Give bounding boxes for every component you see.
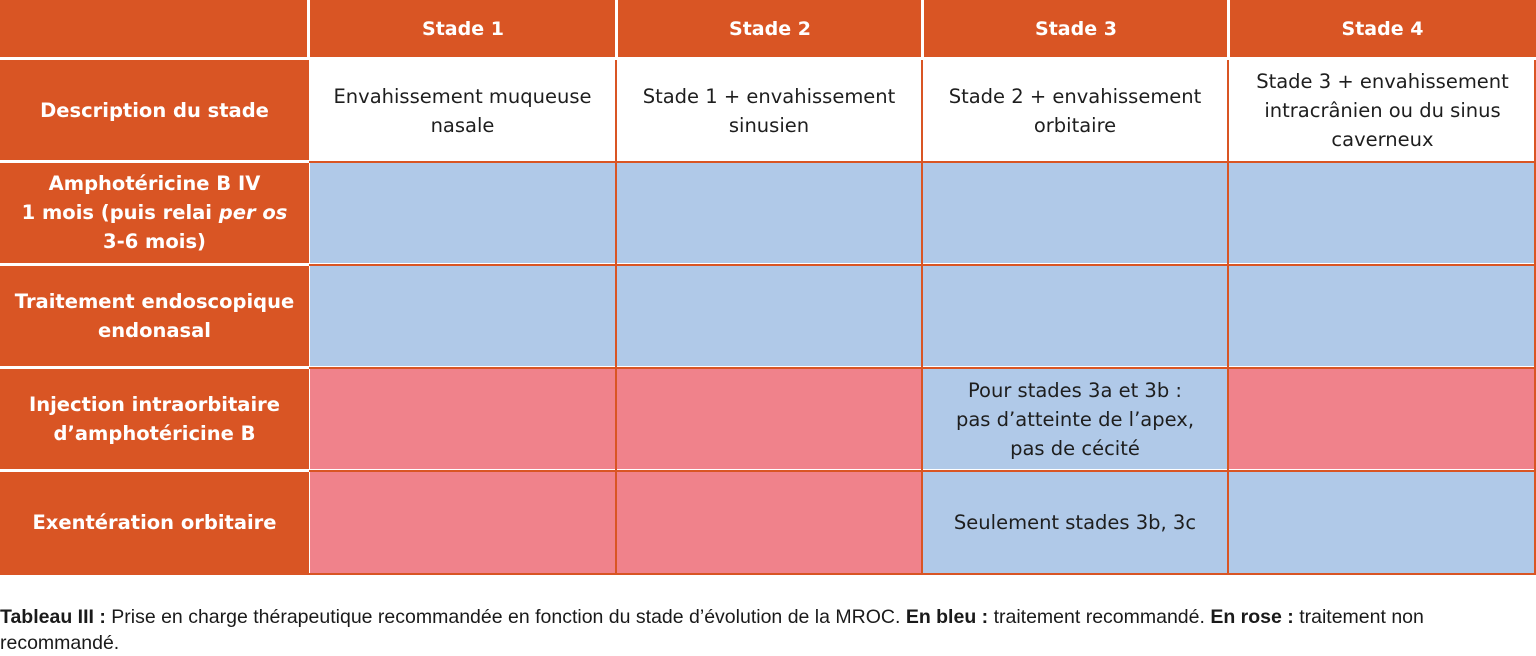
column-header-stade-2: Stade 2: [617, 0, 923, 59]
caption-text: Prise en charge thérapeutique recommandée en fonction du stade d’évolution de la MROC.: [105, 606, 906, 628]
row-header-injection-intraorbitaire: Injection intraorbitaire d’amphotéricine B: [0, 367, 309, 470]
cell-amphotericine-stade-2: [617, 163, 921, 263]
cell-amphotericine-stade-1: [310, 163, 615, 263]
header-separator-4: [1227, 0, 1230, 59]
grid-line-v1: [615, 59, 617, 575]
rowheader-separator-1: [0, 160, 309, 163]
rowheader-separator-2: [0, 263, 309, 266]
column-header-stade-1: Stade 1: [309, 0, 617, 59]
header-separator-2: [615, 0, 618, 59]
cell-endoscopique-stade-1: [310, 266, 615, 366]
row-header-amphotericine-iv: Amphotéricine B IV 1 mois (puis relai per os 3-6 mois): [0, 161, 309, 264]
cell-amphotericine-stade-4: [1229, 163, 1536, 263]
column-header-stade-3: Stade 3: [923, 0, 1229, 59]
cell-description-stade-1: Envahissement muqueuse nasale: [310, 60, 615, 161]
header-separator-1: [307, 0, 310, 59]
row-header-exenteration: Exentération orbitaire: [0, 470, 309, 575]
caption-blue-label: En bleu :: [905, 606, 989, 628]
caption-blue-text: traitement recommandé.: [988, 606, 1211, 628]
cell-injection-stade-1: [310, 369, 615, 469]
cell-injection-stade-2: [617, 369, 921, 469]
cell-description-stade-3: Stade 2 + envahissement orbitaire: [923, 60, 1227, 161]
caption-pink-text: traitement non recommandé.: [0, 606, 1424, 654]
row-header-endoscopique: Traitement endoscopique endonasal: [0, 264, 309, 367]
grid-line-v2: [921, 59, 923, 575]
caption-pink-label: En rose :: [1210, 606, 1294, 628]
cell-endoscopique-stade-4: [1229, 266, 1536, 366]
cell-injection-stade-3: Pour stades 3a et 3b : pas d’atteinte de l’apex, pas de cécité: [923, 369, 1227, 469]
grid-line-v3: [1227, 59, 1229, 575]
cell-endoscopique-stade-2: [617, 266, 921, 366]
header-bottom-separator: [0, 57, 1536, 60]
rowheader-separator-3: [0, 366, 309, 369]
header-separator-3: [921, 0, 924, 59]
cell-injection-stade-4: [1229, 369, 1536, 469]
cell-exenteration-stade-3: Seulement stades 3b, 3c: [923, 472, 1227, 573]
cell-description-stade-2: Stade 1 + envahissement sinusien: [617, 60, 921, 161]
cell-exenteration-stade-2: [617, 472, 921, 573]
per-os-italic: per os: [218, 201, 288, 224]
row-header-description: Description du stade: [0, 59, 309, 161]
column-header-stade-4: Stade 4: [1229, 0, 1536, 59]
cell-endoscopique-stade-3: [923, 266, 1227, 366]
cell-description-stade-4: Stade 3 + envahissement intracrânien ou du sinus caverneux: [1229, 60, 1536, 161]
caption-label: Tableau III :: [0, 606, 106, 628]
cell-exenteration-stade-4: [1229, 472, 1536, 573]
cell-amphotericine-stade-3: [923, 163, 1227, 263]
table-corner: [0, 0, 309, 59]
cell-exenteration-stade-1: [310, 472, 615, 573]
table-caption: [0, 604, 1530, 656]
rowheader-separator-4: [0, 469, 309, 472]
